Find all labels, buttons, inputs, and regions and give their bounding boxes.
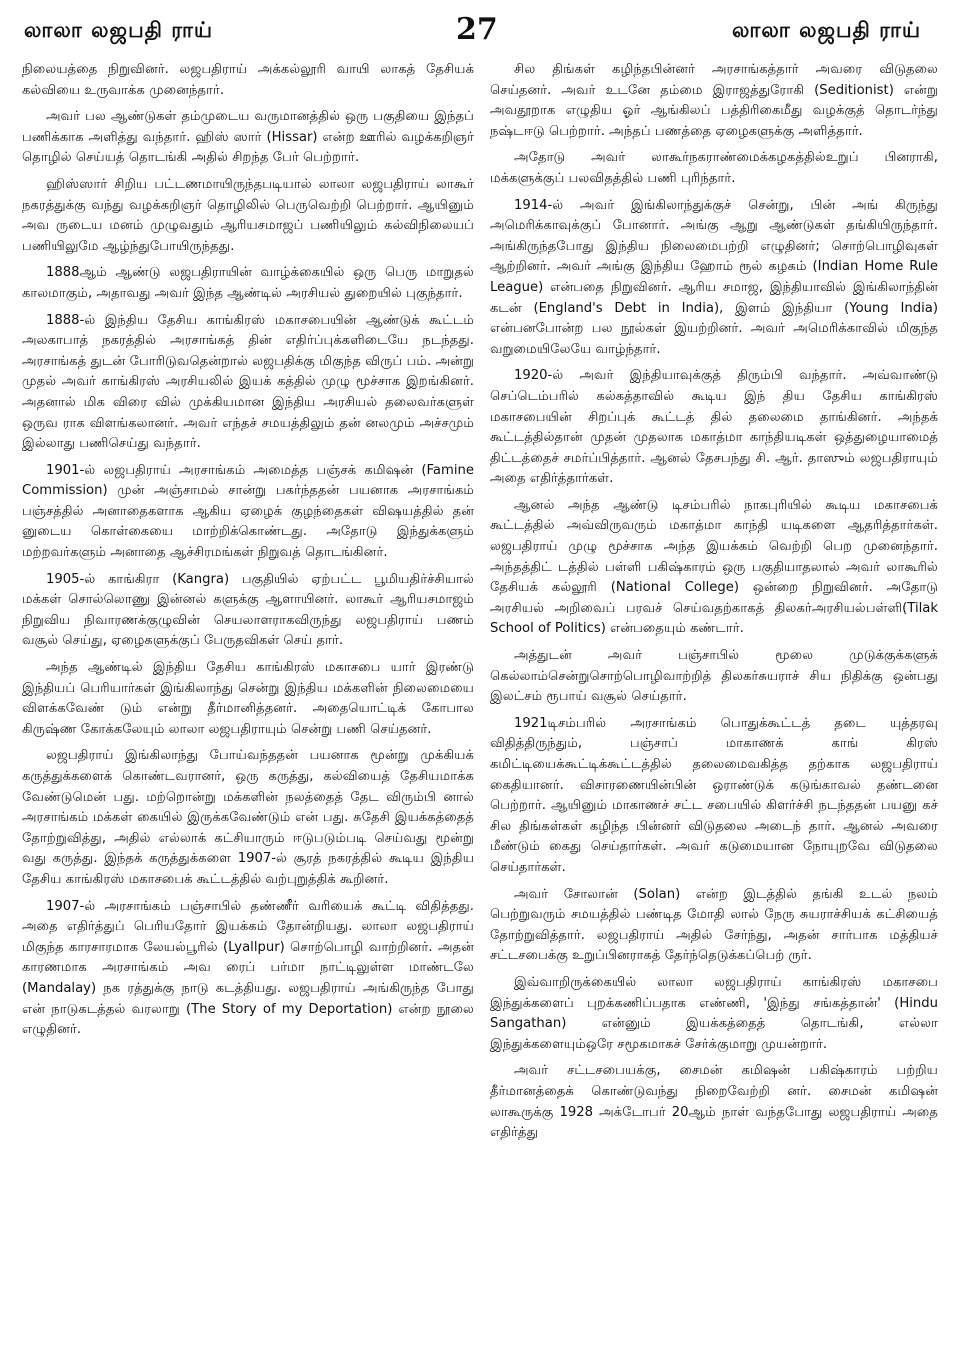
paragraph: ஆனல் அந்த ஆண்டு டிசம்பரில் நாகபுரியில் கூடிய மகாசபைக் கூட்டத்தில் அவ்விருவரும் மகாத்மா காந்தி யடிகளை ஆதரித்தார்கள். லஜபதிராய் முழு மூச்சாக அந்த இயக்கம் வெற்றி பெற முனைந்தார். அந்தத்திட் டத்தில் பள்ளி பகிஷ்காரம் ஒரு பகுதியாதலால் அவர் லாகூரில் தேசியக் கல்லூரி (National College) ஒன்றை நிறுவினர். அதோடு அரசியல் அறிவைப் பரவச் செய்வதற்காகத் திலகர்அரசியல்பள்ளி(Tilak School of Politics) என்பதையும் கண்டார். bbox=[490, 497, 938, 637]
paragraph: அந்த ஆண்டில் இந்திய தேசிய காங்கிரஸ் மகாசபை யார் இரண்டு இந்தியப் பெரியார்கள் இங்கிலாந்து சென்று இந்திய மக்களின் நிலைமையை விளக்கவேண் டும் என்று தீர்மானித்தனர். அதையொட்டிக் கோபால கிருஷ்ண கோக்கலேயும் லாலா லஜபதிராயும் சென்று பணி செய்தனர். bbox=[22, 660, 474, 737]
paragraph: அவர் சட்டசபையக்கு, சைமன் கமிஷன் பகிஷ்காரம் பற்றிய தீர்மானத்தைக் கொண்டுவந்து நிறைவேற்றி னர். சைமன் கமிஷன் லாகூருக்கு 1928 அக்டோபர் 20ஆம் நாள் வந்தபோது லஜபதிராய் அதை எதிர்த்து bbox=[490, 1063, 938, 1141]
paragraph: ஹிஸ்ஸார் சிறிய பட்டணமாயிருந்தபடியால் லாலா லஜபதிராய் லாகூர் நகரத்துக்கு வந்து வழக்கறிஞர் தொழிலில் பெருவெற்றி பெற்றார். ஆயினும் அவ ருடைய மனம் முழுவதும் ஆரியசமாஜப் பணியிலும் கல்விநிலையப் பணியிலுமே ஆழ்ந்துபோயிருந்தது. bbox=[22, 176, 474, 254]
paragraph: அவர் பல ஆண்டுகள் தம்முடைய வருமானத்தில் ஒரு பகுதியை இந்தப் பணிக்காக அளித்து வந்தார். ஹிஸ் ஸார் (Hissar) என்ற ஊரில் வழக்கறிஞர் தொழில் செய்யத் தொடங்கி அதில் சிறந்த பேர் பெற்றார். bbox=[22, 109, 474, 166]
paragraph: 1921டிசம்பரில் அரசாங்கம் பொதுக்கூட்டத் தடை யுத்தரவு விதித்திருந்தும், பஞ்சாப் மாகாணக் காங் கிரஸ் கமிட்டியைக்கூட்டிக்கூட்டத்தில் தலைமைவகித்த தற்காக லஜபதிராய் கைதியானர். விசாரணையின்பின் ஒராண்டுக் கடுங்காவல் தண்டனை பெற்றார். ஆயினும் மாகாணச் சட்ட சபையில் கிளர்ச்சி நடந்ததன் பயனு கச் சில திங்கள்கள் கழிந்த பின்னர் விடுதலை அடைந் தார். ஆனல் அவரை மீண்டும் கைது செய்தார்கள். அவர் கடுமையான நோயுறவே விடுதலை செய்தார்கள். bbox=[490, 715, 938, 875]
paragraph: இவ்வாறிருக்கையில் லாலா லஜபதிராய் காங்கிரஸ் மகாசபை இந்துக்களைப் புறக்கணிப்பதாக எண்ணி, 'இந்து சங்கத்தான்' (Hindu Sangathan) என்னும் இயக்கத்தைத் தொடங்கி, எல்லா இந்துக்களையும்ஒரே சமூகமாகச் சேர்க்குமாறு முயன்றார். bbox=[490, 974, 938, 1052]
paragraph: நிலையத்தை நிறுவினர். லஜபதிராய் அக்கல்லூரி வாயி லாகத் தேசியக் கல்வியை உருவாக்க முனைந்தார். bbox=[22, 62, 474, 98]
paragraph: அத்துடன் அவர் பஞ்சாபில் மூலை முடுக்குக்களுக் கெல்லாம்சென்றுசொற்பொழிவாற்றித் திலகர்சுயராச் சிய நிதிக்கு ஒன்பது இலட்சம் ரூபாய் வசூல் செய்தார். bbox=[490, 648, 938, 705]
running-title-right: லாலா லஜபதி ராய் bbox=[731, 18, 921, 42]
paragraph: அவர் சோலான் (Solan) என்ற இடத்தில் தங்கி உடல் நலம் பெற்றுவரும் சமயத்தில் பண்டித மோதி லால் நேரு சுயராச்சியக் கட்சியைத் தோற்றுவித்தார். லஜபதிராய் அதில் சேர்ந்து, அதன் சார்பாக மத்தியச் சட்டசபைக்கு உறுப்பினராகத் தேர்ந்தெடுக்கப்பெற் ருர். bbox=[490, 886, 938, 964]
page-header bbox=[0, 14, 961, 50]
page-number: 27 bbox=[456, 12, 498, 47]
running-title-left: லாலா லஜபதி ராய் bbox=[24, 18, 214, 42]
paragraph: 1907-ல் அரசாங்கம் பஞ்சாபில் தண்ணீர் வரியைக் கூட்டி விதித்தது. அதை எதிர்த்துப் பெரியதோர் இயக்கம் தோன்றியது. லாலா லஜபதிராய் மிகுந்த காரசாரமாக லேயல்பூரில் (Lyallpur) சொற்பொழி வாற்றினர். அதன் காரணமாக அரசாங்கம் அவ ரைப் பர்மா நாட்டிலுள்ள மாண்டலே (Mandalay) நக ரத்துக்கு நாடு கடத்தியது. லஜபதிராய் அங்கிருந்த போது என் நாடுகடத்தல் வரலாறு (The Story of my Deportation) என்ற நூலை எழுதினர். bbox=[22, 898, 474, 1038]
paragraph: லஜபதிராய் இங்கிலாந்து போய்வந்ததன் பயனாக மூன்று முக்கியக் கருத்துக்களைக் கொண்டவரானர், ஒரு கருத்து, கல்வியைத் தேசியமாக்க வேண்டுமென் பது. மற்றொன்று மக்களின் நலத்தைத் தேட விரும்பி னால் அரசாங்கம் மக்கள் கையில் இருக்கவேண்டும் என் பது. சுதேசி இயக்கத்தைத் தோற்றுவித்து, அதில் எல்லாக் கட்சியாரும் ஈடுபடும்படி செய்வது மூன்று வது கருத்து. இந்தக் கருத்துக்களை 1907-ல் சூரத் நகரத்தில் கூடிய இந்திய தேசிய காங்கிரஸ் மகாசபைக் கூட்டத்தில் வற்புறுத்திக் கூறினர். bbox=[22, 748, 474, 887]
paragraph: 1905-ல் காங்கிரா (Kangra) பகுதியில் ஏற்பட்ட பூமியதிர்ச்சியால் மக்கள் சொல்லொணு இன்னல் களுக்கு ஆளாயினர். லாகூர் ஆரியசமாஜம் நிறுவிய நிவாரணக்குழுவின் செயலாளராகவிருந்து லஜபதிராய் பணம் வசூல் செய்து, ஏழைகளுக்குப் பேருதவிகள் செய் தார். bbox=[22, 571, 474, 649]
paragraph: அதோடு அவர் லாகூர்நகராண்மைக்கழகத்தில்உறுப் பினராகி, மக்களுக்குப் பலவிதத்தில் பணி புரிந்தார். bbox=[490, 150, 938, 186]
paragraph: 1888ஆம் ஆண்டு லஜபதிராயின் வாழ்க்கையில் ஒரு பெரு மாறுதல் காலமாகும், அதாவது அவர் இந்த ஆண்டில் அரசியல் துறையில் புகுந்தார். bbox=[22, 265, 474, 301]
paragraph: 1914-ல் அவர் இங்கிலாந்துக்குச் சென்று, பின் அங் கிருந்து அமெரிக்காவுக்குப் போனார். அங்கு ஆறு ஆண்டுகள் தங்கியிருந்தார். அங்கிருந்தபோது இந்திய நிலைமைபற்றி எழுதினர்; சொற்பொழிவுகள் ஆற்றினர். அவர் அங்கு இந்திய ஹோம் ரூல் கழகம் (Indian Home Rule League) என்பதை நிறுவினர். ஆரிய சமாஜ, இந்தியாவில் இங்கிலாந்தின் கடன் (England's Debt in India), இளம் இந்தியா (Young India) என்பனபோன்ற பல நூல்கள் இயற்றினர். அவர் அமெரிக்காவில் மிகுந்த வறுமையிலேயே வாழ்ந்தார். bbox=[490, 197, 938, 357]
paragraph: சில திங்கள் கழிந்தபின்னர் அரசாங்கத்தார் அவரை விடுதலை செய்தனர். அவர் உடனே தம்மை இராஜத்துரோகி (Seditionist) என்று அவதூறாக எழுதிய ஓர் ஆங்கிலப் பத்திரிகைமீது வழக்குத் தொடர்ந்து நஷ்டஈடு பெற்றார். அந்தப் பணத்தை ஏழைகளுக்கு அளித்தார். bbox=[490, 62, 938, 139]
paragraph: 1920-ல் அவர் இந்தியாவுக்குத் திரும்பி வந்தார். அவ்வாண்டு செப்டெம்பரில் கல்கத்தாவில் கூடிய இந் திய தேசிய காங்கிரஸ் மகாசபையின் சிறப்புக் கூட்டத் தில் தலைமை தாங்கினர். அந்தக் கூட்டத்தில்தான் முதன் முதலாக மகாத்மா காந்தியடிகள் ஒத்துழையாமைத் திட்டத்தைச் சமர்ப்பித்தார். ஆனல் தேசபந்து சி. ஆர். தாஸும் லஜபதிராயும் அதை எதிர்த்தார்கள். bbox=[490, 368, 938, 487]
paragraph: 1888-ல் இந்திய தேசிய காங்கிரஸ் மகாசபையின் ஆண்டுக் கூட்டம் அலகாபாத் நகரத்தில் அரசாங்கத் தின் எதிர்ப்புக்களிடையே நடந்தது. அரசாங்கத் துடன் போரிடுவதென்றால் லஜபதிக்கு மிகுந்த விருப் பம். அன்று முதல் அவர் காங்கிரஸ் அரசியலில் இயக் கத்தில் முழு மூச்சாக இறங்கினர். அதனால் மிக விரை வில் முக்கியமான இந்திய அரசியல் தலைவர்களுள் ஒருவ ராக விளங்கலானர். அவர் எந்தச் சமயத்திலும் தன் னலமும் அச்சமும் இல்லாது பணிசெய்து வந்தார். bbox=[22, 312, 474, 452]
left-column bbox=[22, 60, 474, 1350]
right-column bbox=[490, 60, 938, 1350]
paragraph: 1901-ல் லஜபதிராய் அரசாங்கம் அமைத்த பஞ்சக் கமிஷன் (Famine Commission) முன் அஞ்சாமல் சான்று பகர்ந்ததன் பயனாக அரசாங்கம் பஞ்சத்தில் அனாதைகளாக ஆகிய ஏழைக் குழந்தைகள் விஷயத்தில் தன் னுடைய கொள்கையை மாற்றிக்கொண்டது. அதோடு இந்துக்களும் மற்றவர்களும் அனாதை ஆச்சிரமங்கள் நிறுவத் தொடங்கினர். bbox=[22, 462, 474, 561]
